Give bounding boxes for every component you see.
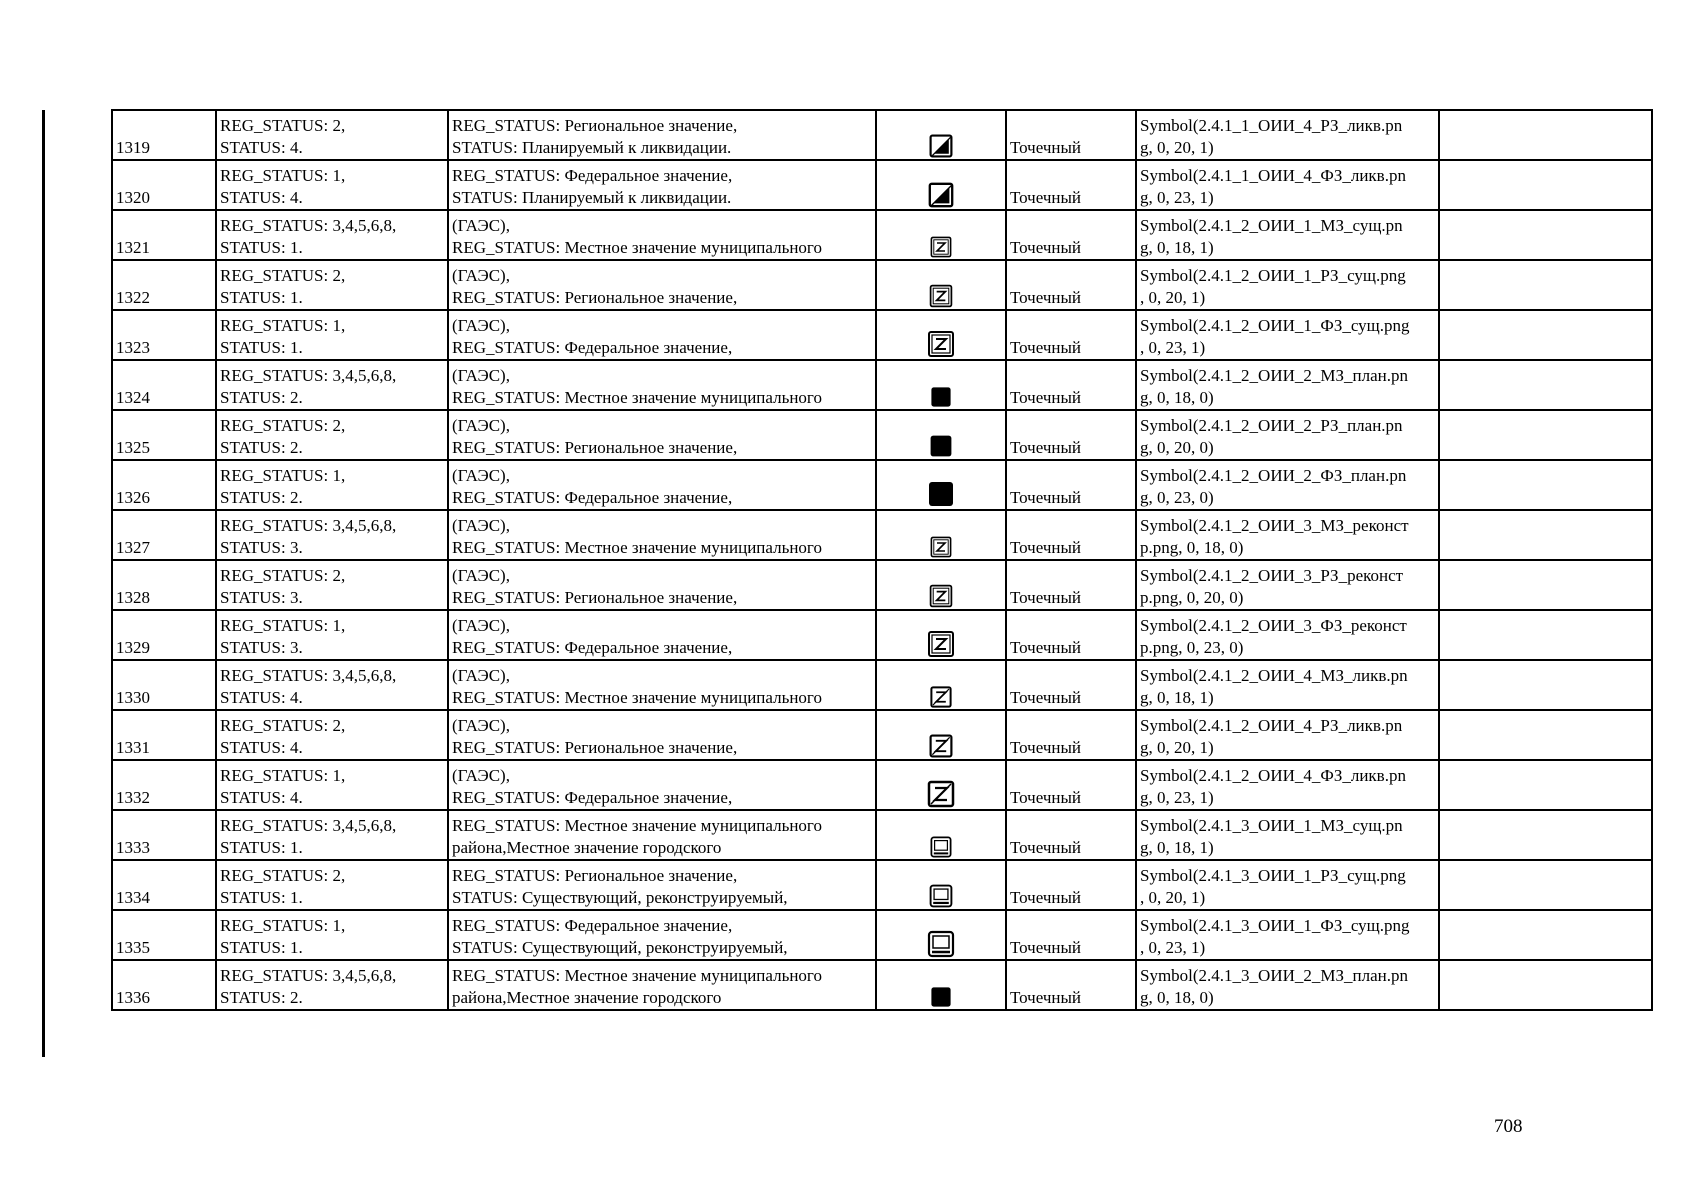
geometry-type-cell: Точечный	[1006, 610, 1136, 660]
row-number: 1333	[112, 810, 216, 860]
symbol-file-cell-line: , 0, 23, 1)	[1140, 938, 1206, 957]
table-row	[112, 160, 1652, 210]
row-number: 1322	[112, 260, 216, 310]
description-cell-line: REG_STATUS: Местное значение муниципального	[452, 816, 822, 835]
symbol-file-cell-line: g, 0, 20, 1)	[1140, 738, 1214, 757]
description-cell-line: REG_STATUS: Региональное значение,	[452, 116, 738, 135]
symbol-table-body	[112, 110, 1652, 1010]
symbol-file-cell-line: Symbol(2.4.1_2_ОИИ_2_РЗ_план.pn	[1140, 416, 1403, 435]
symbol-file-cell-line: р.png, 0, 23, 0)	[1140, 638, 1244, 657]
status-code-cell-line: STATUS: 4.	[220, 188, 303, 207]
description-cell-line: REG_STATUS: Местное значение муниципального	[452, 966, 822, 985]
empty-cell	[1439, 610, 1652, 660]
description-cell	[448, 610, 876, 660]
symbol-file-cell-line: g, 0, 20, 1)	[1140, 138, 1214, 157]
empty-cell	[1439, 710, 1652, 760]
description-cell	[448, 410, 876, 460]
status-code-cell-line: REG_STATUS: 2,	[220, 866, 346, 885]
table-row	[112, 560, 1652, 610]
geometry-type-cell: Точечный	[1006, 260, 1136, 310]
description-cell	[448, 160, 876, 210]
symbol-file-cell-line: Symbol(2.4.1_2_ОИИ_3_ФЗ_реконст	[1140, 616, 1407, 635]
status-code-cell-line: REG_STATUS: 3,4,5,6,8,	[220, 366, 397, 385]
symbol-file-cell-line: g, 0, 23, 0)	[1140, 488, 1214, 507]
status-code-cell-line: STATUS: 4.	[220, 138, 303, 157]
empty-cell	[1439, 410, 1652, 460]
description-cell-line: STATUS: Планируемый к ликвидации.	[452, 138, 732, 157]
description-cell	[448, 110, 876, 160]
row-number: 1323	[112, 310, 216, 360]
table-row	[112, 110, 1652, 160]
description-cell-line: (ГАЭС),	[452, 366, 510, 385]
status-code-cell-line: STATUS: 1.	[220, 888, 303, 907]
symbol-cell	[876, 660, 1006, 710]
status-code-cell-line: REG_STATUS: 2,	[220, 266, 346, 285]
symbol-cell	[876, 910, 1006, 960]
row-number: 1330	[112, 660, 216, 710]
symbol-file-cell-line: Symbol(2.4.1_2_ОИИ_1_РЗ_сущ.png	[1140, 266, 1406, 285]
description-cell-line: REG_STATUS: Местное значение муниципального	[452, 238, 822, 257]
description-cell-line: REG_STATUS: Региональное значение,	[452, 438, 738, 457]
symbol-table	[111, 109, 1653, 1011]
description-cell	[448, 510, 876, 560]
symbol-file-cell-line: g, 0, 18, 1)	[1140, 838, 1214, 857]
status-code-cell-line: REG_STATUS: 1,	[220, 766, 346, 785]
symbol-file-cell	[1136, 610, 1439, 660]
status-code-cell	[216, 160, 448, 210]
symbol-cell	[876, 610, 1006, 660]
description-cell	[448, 210, 876, 260]
row-number: 1326	[112, 460, 216, 510]
symbol-file-cell	[1136, 810, 1439, 860]
empty-cell	[1439, 210, 1652, 260]
geometry-type-cell: Точечный	[1006, 160, 1136, 210]
empty-cell	[1439, 560, 1652, 610]
liquidation-half-filled-square-icon	[927, 184, 955, 203]
empty-cell	[1439, 760, 1652, 810]
description-cell	[448, 310, 876, 360]
status-code-cell-line: STATUS: 1.	[220, 338, 303, 357]
description-cell-line: (ГАЭС),	[452, 216, 510, 235]
symbol-file-cell-line: g, 0, 20, 0)	[1140, 438, 1214, 457]
table-row	[112, 810, 1652, 860]
empty-cell	[1439, 910, 1652, 960]
description-cell-line: REG_STATUS: Региональное значение,	[452, 738, 738, 757]
status-code-cell	[216, 910, 448, 960]
symbol-file-cell	[1136, 460, 1439, 510]
symbol-cell	[876, 760, 1006, 810]
status-code-cell-line: REG_STATUS: 1,	[220, 166, 346, 185]
status-code-cell-line: STATUS: 2.	[220, 388, 303, 407]
table-row	[112, 360, 1652, 410]
row-number: 1329	[112, 610, 216, 660]
description-cell-line: (ГАЭС),	[452, 266, 510, 285]
symbol-file-cell	[1136, 410, 1439, 460]
description-cell-line: STATUS: Существующий, реконструируемый,	[452, 938, 788, 957]
status-code-cell	[216, 660, 448, 710]
symbol-file-cell-line: g, 0, 18, 0)	[1140, 988, 1214, 1007]
symbol-file-cell-line: Symbol(2.4.1_2_ОИИ_4_ФЗ_ликв.pn	[1140, 766, 1406, 785]
status-code-cell	[216, 510, 448, 560]
z-square-icon	[929, 236, 953, 255]
status-code-cell	[216, 310, 448, 360]
empty-cell	[1439, 310, 1652, 360]
row-number: 1319	[112, 110, 216, 160]
status-code-cell	[216, 860, 448, 910]
symbol-file-cell-line: g, 0, 18, 0)	[1140, 388, 1214, 407]
description-cell-line: REG_STATUS: Федеральное значение,	[452, 788, 733, 807]
symbol-file-cell-line: Symbol(2.4.1_3_ОИИ_2_МЗ_план.pn	[1140, 966, 1408, 985]
geometry-type-cell: Точечный	[1006, 810, 1136, 860]
z-square-icon	[928, 285, 954, 304]
status-code-cell	[216, 960, 448, 1010]
description-cell-line: REG_STATUS: Местное значение муниципального	[452, 388, 822, 407]
symbol-file-cell-line: Symbol(2.4.1_1_ОИИ_4_ФЗ_ликв.pn	[1140, 166, 1406, 185]
empty-cell	[1439, 860, 1652, 910]
empty-cell	[1439, 660, 1652, 710]
empty-cell	[1439, 160, 1652, 210]
row-number: 1324	[112, 360, 216, 410]
status-code-cell-line: STATUS: 2.	[220, 488, 303, 507]
geometry-type-cell: Точечный	[1006, 560, 1136, 610]
description-cell	[448, 760, 876, 810]
description-cell-line: REG_STATUS: Местное значение муниципального	[452, 688, 822, 707]
status-code-cell-line: REG_STATUS: 1,	[220, 616, 346, 635]
empty-cell	[1439, 360, 1652, 410]
symbol-file-cell-line: g, 0, 18, 1)	[1140, 238, 1214, 257]
status-code-cell	[216, 410, 448, 460]
row-number: 1331	[112, 710, 216, 760]
description-cell-line: (ГАЭС),	[452, 466, 510, 485]
description-cell-line: REG_STATUS: Региональное значение,	[452, 288, 738, 307]
symbol-cell	[876, 460, 1006, 510]
symbol-file-cell	[1136, 760, 1439, 810]
geometry-type-cell: Точечный	[1006, 510, 1136, 560]
status-code-cell	[216, 110, 448, 160]
page-number: 708	[1494, 1116, 1523, 1137]
status-code-cell	[216, 460, 448, 510]
description-cell	[448, 260, 876, 310]
table-row	[112, 660, 1652, 710]
symbol-file-cell-line: g, 0, 23, 1)	[1140, 788, 1214, 807]
z-square-icon	[929, 536, 953, 555]
table-row	[112, 610, 1652, 660]
status-code-cell-line: REG_STATUS: 3,4,5,6,8,	[220, 216, 397, 235]
status-code-cell	[216, 360, 448, 410]
symbol-file-cell-line: , 0, 20, 1)	[1140, 888, 1206, 907]
description-cell-line: STATUS: Планируемый к ликвидации.	[452, 188, 732, 207]
status-code-cell-line: STATUS: 4.	[220, 738, 303, 757]
symbol-file-cell	[1136, 910, 1439, 960]
status-code-cell	[216, 610, 448, 660]
symbol-cell	[876, 810, 1006, 860]
symbol-file-cell-line: Symbol(2.4.1_2_ОИИ_2_МЗ_план.pn	[1140, 366, 1408, 385]
symbol-file-cell	[1136, 210, 1439, 260]
status-code-cell-line: STATUS: 1.	[220, 938, 303, 957]
filled-square-icon	[929, 386, 953, 405]
table-row	[112, 860, 1652, 910]
z-square-icon	[926, 333, 956, 352]
symbol-file-cell	[1136, 960, 1439, 1010]
status-code-cell-line: REG_STATUS: 1,	[220, 916, 346, 935]
empty-cell	[1439, 510, 1652, 560]
symbol-file-cell-line: Symbol(2.4.1_3_ОИИ_1_РЗ_сущ.png	[1140, 866, 1406, 885]
row-number: 1328	[112, 560, 216, 610]
empty-cell	[1439, 810, 1652, 860]
symbol-file-cell-line: , 0, 23, 1)	[1140, 338, 1206, 357]
symbol-file-cell-line: Symbol(2.4.1_2_ОИИ_1_ФЗ_сущ.png	[1140, 316, 1410, 335]
table-row	[112, 760, 1652, 810]
status-code-cell	[216, 710, 448, 760]
description-cell	[448, 710, 876, 760]
description-cell	[448, 460, 876, 510]
geometry-type-cell: Точечный	[1006, 210, 1136, 260]
geometry-type-cell: Точечный	[1006, 860, 1136, 910]
monitor-square-icon	[926, 933, 956, 952]
symbol-file-cell-line: Symbol(2.4.1_2_ОИИ_3_МЗ_реконст	[1140, 516, 1409, 535]
empty-cell	[1439, 260, 1652, 310]
symbol-cell	[876, 310, 1006, 360]
symbol-file-cell-line: р.png, 0, 20, 0)	[1140, 588, 1244, 607]
symbol-file-cell-line: Symbol(2.4.1_3_ОИИ_1_ФЗ_сущ.png	[1140, 916, 1410, 935]
status-code-cell-line: REG_STATUS: 3,4,5,6,8,	[220, 666, 397, 685]
description-cell-line: REG_STATUS: Федеральное значение,	[452, 916, 733, 935]
geometry-type-cell: Точечный	[1006, 360, 1136, 410]
symbol-cell	[876, 560, 1006, 610]
geometry-type-cell: Точечный	[1006, 760, 1136, 810]
table-row	[112, 310, 1652, 360]
row-number: 1320	[112, 160, 216, 210]
description-cell	[448, 810, 876, 860]
geometry-type-cell: Точечный	[1006, 660, 1136, 710]
symbol-cell	[876, 160, 1006, 210]
filled-square-icon	[928, 435, 954, 454]
symbol-file-cell	[1136, 510, 1439, 560]
status-code-cell-line: REG_STATUS: 1,	[220, 466, 346, 485]
description-cell-line: (ГАЭС),	[452, 716, 510, 735]
symbol-file-cell	[1136, 260, 1439, 310]
symbol-cell	[876, 860, 1006, 910]
symbol-file-cell	[1136, 310, 1439, 360]
geometry-type-cell: Точечный	[1006, 910, 1136, 960]
table-row	[112, 960, 1652, 1010]
geometry-type-cell: Точечный	[1006, 710, 1136, 760]
description-cell-line: (ГАЭС),	[452, 616, 510, 635]
symbol-cell	[876, 360, 1006, 410]
table-row	[112, 710, 1652, 760]
empty-cell	[1439, 960, 1652, 1010]
table-row	[112, 460, 1652, 510]
status-code-cell-line: STATUS: 4.	[220, 688, 303, 707]
geometry-type-cell: Точечный	[1006, 410, 1136, 460]
row-number: 1321	[112, 210, 216, 260]
status-code-cell-line: STATUS: 1.	[220, 238, 303, 257]
status-code-cell-line: REG_STATUS: 2,	[220, 416, 346, 435]
z-square-liquidation-icon	[928, 735, 954, 754]
symbol-file-cell-line: Symbol(2.4.1_2_ОИИ_3_РЗ_реконст	[1140, 566, 1404, 585]
symbol-file-cell	[1136, 860, 1439, 910]
table-row	[112, 510, 1652, 560]
status-code-cell-line: REG_STATUS: 3,4,5,6,8,	[220, 516, 397, 535]
description-cell-line: REG_STATUS: Региональное значение,	[452, 866, 738, 885]
symbol-file-cell-line: g, 0, 23, 1)	[1140, 188, 1214, 207]
status-code-cell-line: STATUS: 2.	[220, 438, 303, 457]
table-row	[112, 260, 1652, 310]
symbol-file-cell-line: Symbol(2.4.1_2_ОИИ_4_МЗ_ликв.pn	[1140, 666, 1408, 685]
symbol-cell	[876, 510, 1006, 560]
status-code-cell-line: REG_STATUS: 1,	[220, 316, 346, 335]
description-cell-line: STATUS: Существующий, реконструируемый,	[452, 888, 788, 907]
filled-square-icon	[926, 483, 956, 502]
description-cell-line: (ГАЭС),	[452, 566, 510, 585]
description-cell	[448, 360, 876, 410]
z-square-icon	[926, 633, 956, 652]
status-code-cell	[216, 810, 448, 860]
status-code-cell-line: STATUS: 3.	[220, 538, 303, 557]
description-cell-line: (ГАЭС),	[452, 416, 510, 435]
description-cell-line: (ГАЭС),	[452, 666, 510, 685]
filled-square-icon	[929, 986, 953, 1005]
description-cell-line: REG_STATUS: Федеральное значение,	[452, 166, 733, 185]
status-code-cell	[216, 210, 448, 260]
monitor-square-icon	[929, 836, 953, 855]
status-code-cell-line: STATUS: 1.	[220, 288, 303, 307]
status-code-cell-line: STATUS: 2.	[220, 988, 303, 1007]
z-square-icon	[928, 585, 954, 604]
description-cell-line: (ГАЭС),	[452, 316, 510, 335]
description-cell	[448, 660, 876, 710]
symbol-cell	[876, 960, 1006, 1010]
symbol-file-cell-line: р.png, 0, 18, 0)	[1140, 538, 1244, 557]
description-cell	[448, 960, 876, 1010]
status-code-cell	[216, 760, 448, 810]
description-cell	[448, 910, 876, 960]
table-row	[112, 910, 1652, 960]
symbol-file-cell-line: Symbol(2.4.1_2_ОИИ_4_РЗ_ликв.pn	[1140, 716, 1403, 735]
status-code-cell-line: REG_STATUS: 2,	[220, 116, 346, 135]
description-cell-line: района,Местное значение городского	[452, 838, 722, 857]
symbol-file-cell-line: Symbol(2.4.1_1_ОИИ_4_РЗ_ликв.pn	[1140, 116, 1403, 135]
row-number: 1332	[112, 760, 216, 810]
description-cell-line: района,Местное значение городского	[452, 988, 722, 1007]
symbol-cell	[876, 410, 1006, 460]
description-cell-line: REG_STATUS: Местное значение муниципального	[452, 538, 822, 557]
status-code-cell-line: REG_STATUS: 2,	[220, 566, 346, 585]
table-row	[112, 410, 1652, 460]
symbol-cell	[876, 110, 1006, 160]
symbol-file-cell	[1136, 360, 1439, 410]
description-cell	[448, 860, 876, 910]
z-square-liquidation-icon	[929, 686, 953, 705]
status-code-cell	[216, 260, 448, 310]
symbol-cell	[876, 260, 1006, 310]
symbol-file-cell-line: Symbol(2.4.1_2_ОИИ_2_ФЗ_план.pn	[1140, 466, 1407, 485]
geometry-type-cell: Точечный	[1006, 460, 1136, 510]
symbol-file-cell	[1136, 560, 1439, 610]
status-code-cell	[216, 560, 448, 610]
description-cell-line: REG_STATUS: Федеральное значение,	[452, 338, 733, 357]
description-cell-line: (ГАЭС),	[452, 766, 510, 785]
symbol-file-cell-line: , 0, 20, 1)	[1140, 288, 1206, 307]
geometry-type-cell: Точечный	[1006, 110, 1136, 160]
symbol-file-cell	[1136, 110, 1439, 160]
empty-cell	[1439, 110, 1652, 160]
symbol-file-cell	[1136, 710, 1439, 760]
status-code-cell-line: STATUS: 4.	[220, 788, 303, 807]
row-number: 1336	[112, 960, 216, 1010]
description-cell	[448, 560, 876, 610]
status-code-cell-line: STATUS: 1.	[220, 838, 303, 857]
row-number: 1327	[112, 510, 216, 560]
status-code-cell-line: REG_STATUS: 2,	[220, 716, 346, 735]
row-number: 1334	[112, 860, 216, 910]
row-number: 1335	[112, 910, 216, 960]
z-square-liquidation-icon	[926, 783, 956, 802]
description-cell-line: (ГАЭС),	[452, 516, 510, 535]
symbol-file-cell	[1136, 660, 1439, 710]
row-number: 1325	[112, 410, 216, 460]
table-row	[112, 210, 1652, 260]
description-cell-line: REG_STATUS: Федеральное значение,	[452, 638, 733, 657]
symbol-cell	[876, 210, 1006, 260]
status-code-cell-line: STATUS: 3.	[220, 638, 303, 657]
geometry-type-cell: Точечный	[1006, 960, 1136, 1010]
status-code-cell-line: STATUS: 3.	[220, 588, 303, 607]
symbol-file-cell	[1136, 160, 1439, 210]
geometry-type-cell: Точечный	[1006, 310, 1136, 360]
status-code-cell-line: REG_STATUS: 3,4,5,6,8,	[220, 966, 397, 985]
symbol-file-cell-line: Symbol(2.4.1_3_ОИИ_1_МЗ_сущ.pn	[1140, 816, 1403, 835]
empty-cell	[1439, 460, 1652, 510]
description-cell-line: REG_STATUS: Федеральное значение,	[452, 488, 733, 507]
symbol-file-cell-line: g, 0, 18, 1)	[1140, 688, 1214, 707]
liquidation-half-filled-square-icon	[928, 135, 954, 154]
description-cell-line: REG_STATUS: Региональное значение,	[452, 588, 738, 607]
margin-rule	[42, 110, 45, 1057]
symbol-file-cell-line: Symbol(2.4.1_2_ОИИ_1_МЗ_сущ.pn	[1140, 216, 1403, 235]
monitor-square-icon	[928, 885, 954, 904]
status-code-cell-line: REG_STATUS: 3,4,5,6,8,	[220, 816, 397, 835]
symbol-cell	[876, 710, 1006, 760]
